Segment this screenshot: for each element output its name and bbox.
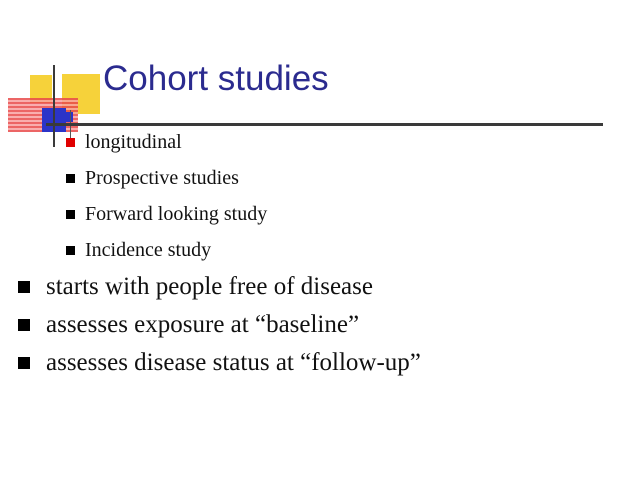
black-square-bullet-icon (18, 281, 30, 293)
main-list-item-text: assesses disease status at “follow-up” (46, 349, 421, 376)
sub-list-item (66, 124, 267, 160)
sub-list-item-text: Incidence study (85, 238, 212, 261)
sub-list-item-text: longitudinal (85, 130, 182, 153)
main-list-item (14, 306, 421, 344)
black-square-bullet-icon (66, 210, 75, 219)
slide-title: Cohort studies (103, 59, 329, 98)
red-square-bullet-icon (66, 138, 75, 147)
sub-list-item (66, 160, 267, 196)
main-list-item (14, 268, 421, 306)
black-square-bullet-icon (18, 357, 30, 369)
small-blue-square-decoration (63, 112, 73, 122)
main-bullet-list (14, 268, 421, 382)
black-square-bullet-icon (66, 246, 75, 255)
sub-list-item-text: Prospective studies (85, 166, 239, 189)
main-list-item-text: starts with people free of disease (46, 273, 373, 300)
black-square-bullet-icon (66, 174, 75, 183)
sub-list-item-text: Forward looking study (85, 202, 268, 225)
sub-list-item (66, 232, 267, 268)
black-square-bullet-icon (18, 319, 30, 331)
sub-list-item (66, 196, 267, 232)
main-list-item (14, 344, 421, 382)
main-list-item-text: assesses exposure at “baseline” (46, 311, 360, 338)
vertical-line-decoration (53, 65, 55, 147)
sub-bullet-list (66, 124, 267, 268)
